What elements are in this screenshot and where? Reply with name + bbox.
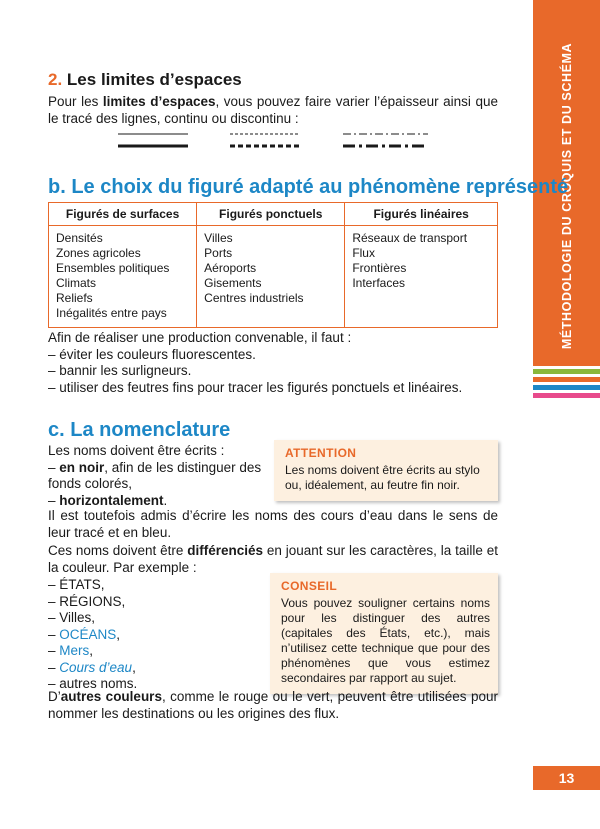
list-item: Ports xyxy=(204,246,233,260)
list-item: – RÉGIONS, xyxy=(48,593,126,609)
section-b-heading: b. Le choix du figuré adapté au phénomène représenté xyxy=(48,176,569,198)
text: , afin de les distinguer des fonds colorés, xyxy=(48,459,262,491)
list-item: Inégalités entre pays xyxy=(56,306,167,320)
list-item xyxy=(48,660,248,677)
stripe-blue xyxy=(533,385,600,390)
list-item: – ÉTATS, xyxy=(48,577,105,592)
bold-text: horizontalement xyxy=(59,492,164,508)
list-item: Réseaux de transport xyxy=(352,231,468,245)
attention-box xyxy=(274,440,498,501)
text: , vous pouvez faire varier l’épaisseur ainsi que le tracé des lignes, continu ou discontinu : xyxy=(48,94,498,126)
blue-text: Mers xyxy=(59,643,90,658)
table-header: Figurés de surfaces xyxy=(49,203,197,226)
paragraph-rivers xyxy=(48,507,498,541)
examples-list xyxy=(48,577,248,693)
list-item xyxy=(48,460,268,493)
text: , xyxy=(132,659,136,675)
blue-text: OCÉANS xyxy=(59,626,117,642)
text: Il est toutefois admis d’écrire les noms des cours d’eau dans le sens de leur tracé et en bleu. xyxy=(48,508,498,540)
text: D’ xyxy=(48,689,61,704)
list-item: Climats xyxy=(56,276,97,290)
recommendations-list xyxy=(48,330,498,396)
list-item: Ensembles politiques xyxy=(56,261,170,275)
list-item xyxy=(48,643,248,660)
bold-text: différenciés xyxy=(187,543,264,558)
dash: – xyxy=(48,626,60,642)
table-header: Figurés linéaires xyxy=(345,203,498,226)
bold-text: limites d’espaces xyxy=(102,94,216,109)
list-intro: Afin de réaliser une production convenable, il faut : xyxy=(48,330,352,345)
stripe-green xyxy=(533,369,600,374)
list-item: – éviter les couleurs fluorescentes. xyxy=(48,346,256,362)
list-item: – Villes, xyxy=(48,610,96,625)
conseil-title: CONSEIL xyxy=(281,579,338,593)
conseil-text: Vous pouvez souligner certains noms pour les distinguer des autres (capitales des États, etc.), mais n’utilisez cette technique que pour des phénomènes que vous estimez secondaires par rapport au sujet. xyxy=(281,596,490,685)
dash: – xyxy=(48,459,60,475)
list-item: Centres industriels xyxy=(204,291,304,305)
paragraph-colors xyxy=(48,688,498,722)
list-item: – utiliser des feutres fins pour tracer les figurés ponctuels et linéaires. xyxy=(48,379,463,395)
table-row xyxy=(49,226,498,328)
surfaces-cell xyxy=(49,226,197,328)
list-item xyxy=(48,627,248,644)
dash-dot-lines xyxy=(343,134,428,146)
list-item: Interfaces xyxy=(352,276,406,290)
color-stripes xyxy=(533,369,600,401)
line-samples xyxy=(118,131,438,151)
section-2-paragraph xyxy=(48,93,498,127)
page-number: 13 xyxy=(533,766,600,790)
text: Ces noms doivent être xyxy=(48,543,188,558)
text: , xyxy=(89,643,94,658)
list-item: Aéroports xyxy=(204,261,257,275)
section-c-heading: c. La nomenclature xyxy=(48,419,231,441)
section-title: Les limites d’espaces xyxy=(66,70,242,89)
ponctuels-cell xyxy=(197,226,345,328)
dashed-lines xyxy=(230,134,300,146)
list-item: – bannir les surligneurs. xyxy=(48,363,192,378)
nomenclature-rules xyxy=(48,443,268,509)
table-header: Figurés ponctuels xyxy=(197,203,345,226)
section-number: 2. xyxy=(48,70,63,89)
stripe-orange xyxy=(533,377,600,382)
list-item: Flux xyxy=(352,246,375,260)
list-item: Zones agricoles xyxy=(56,246,141,260)
list-item: Villes xyxy=(204,231,233,245)
text: Pour les xyxy=(48,94,103,109)
text-line: Les noms doivent être écrits : xyxy=(48,443,225,458)
blue-italic-text: Cours d’eau xyxy=(59,659,133,675)
list-item: – autres noms. xyxy=(48,676,138,691)
attention-text: Les noms doivent être écrits au stylo ou, idéalement, au feutre fin noir. xyxy=(285,463,480,492)
text: , comme le rouge ou le vert, peuvent être utilisées pour nommer les destinations ou les origines des flux. xyxy=(48,689,498,721)
chapter-title: MÉTHODOLOGIE DU CROQUIS ET DU SCHÉMA xyxy=(559,42,574,350)
paragraph-differences xyxy=(48,542,498,576)
table-header-row xyxy=(49,203,498,226)
conseil-box xyxy=(270,573,498,694)
lineaires-cell xyxy=(345,226,498,328)
list-item: Densités xyxy=(56,231,103,245)
continuous-lines xyxy=(118,134,188,146)
list-item: Frontières xyxy=(352,261,407,275)
line-samples-svg xyxy=(118,131,438,151)
list-item: Reliefs xyxy=(56,291,93,305)
dash: – xyxy=(48,643,60,658)
text: en jouant sur les caractères, la taille et la couleur. Par exemple : xyxy=(48,543,498,575)
text: , xyxy=(116,626,121,642)
figures-table xyxy=(48,202,498,328)
dash: – xyxy=(48,659,60,675)
list-item: Gisements xyxy=(204,276,262,290)
text: . xyxy=(163,492,168,508)
attention-title: ATTENTION xyxy=(285,446,357,460)
section-2-heading xyxy=(48,70,242,90)
dash: – xyxy=(48,492,60,508)
bold-text: en noir xyxy=(59,459,105,475)
bold-text: autres couleurs xyxy=(60,689,162,704)
stripe-pink xyxy=(533,393,600,398)
